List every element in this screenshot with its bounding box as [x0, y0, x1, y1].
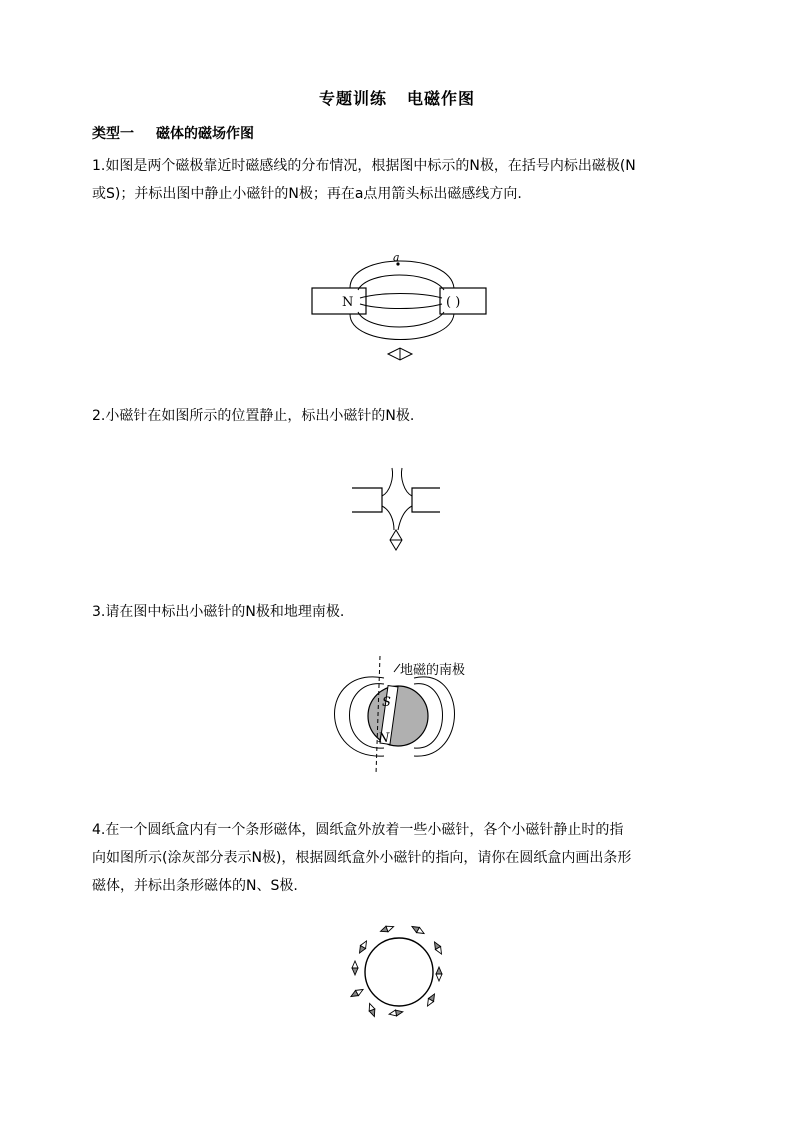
south-label: S	[382, 695, 391, 710]
figure-3-earth	[318, 656, 498, 780]
question-3	[92, 598, 712, 626]
point-a-label: a	[393, 251, 400, 264]
right-pole-bracket: ( )	[446, 295, 461, 310]
question-1-line2: 或S)；并标出图中静止小磁针的N极；再在a点用箭头标出磁感线方向.	[92, 186, 522, 202]
left-bar-magnet	[312, 288, 366, 314]
question-2-line1: 2.小磁针在如图所示的位置静止，标出小磁针的N极.	[92, 408, 415, 424]
geomagnetic-south-annotation: 地磁的南极	[400, 663, 466, 678]
left-pole-label: N	[342, 295, 354, 310]
question-3-line1: 3.请在图中标出小磁针的N极和地理南极.	[92, 604, 345, 620]
page-title	[0, 86, 794, 109]
question-2	[92, 402, 712, 430]
question-4-line3: 磁体，并标出条形磁体的N、S极.	[92, 878, 298, 894]
figure-1-magnets	[300, 248, 500, 363]
question-4-line1: 4.在一个圆纸盒内有一个条形磁体，圆纸盒外放着一些小磁针，各个小磁针静止时的指	[92, 822, 624, 838]
right-magnet-end	[412, 488, 440, 512]
left-magnet-end	[352, 488, 382, 512]
section-name: 磁体的磁场作图	[156, 126, 254, 142]
question-1	[92, 152, 712, 208]
field-lines	[382, 468, 412, 530]
figure-4-paper-box	[344, 918, 454, 1026]
section-heading	[92, 123, 254, 143]
round-paper-box	[365, 938, 433, 1006]
question-4-line2: 向如图所示(涂灰部分表示N极)，根据圆纸盒外小磁针的指向，请你在圆纸盒内画出条形	[92, 850, 632, 866]
title-part1: 专题训练	[318, 89, 387, 108]
question-4	[92, 816, 712, 900]
figure-2-magnets	[346, 466, 446, 556]
earth-globe	[368, 686, 428, 746]
section-type: 类型一	[92, 126, 134, 142]
title-part2: 电磁作图	[407, 89, 476, 108]
question-1-line1: 1.如图是两个磁极靠近时磁感线的分布情况，根据图中标示的N极，在括号内标出磁极(N	[92, 158, 636, 174]
north-label: N	[378, 731, 390, 746]
